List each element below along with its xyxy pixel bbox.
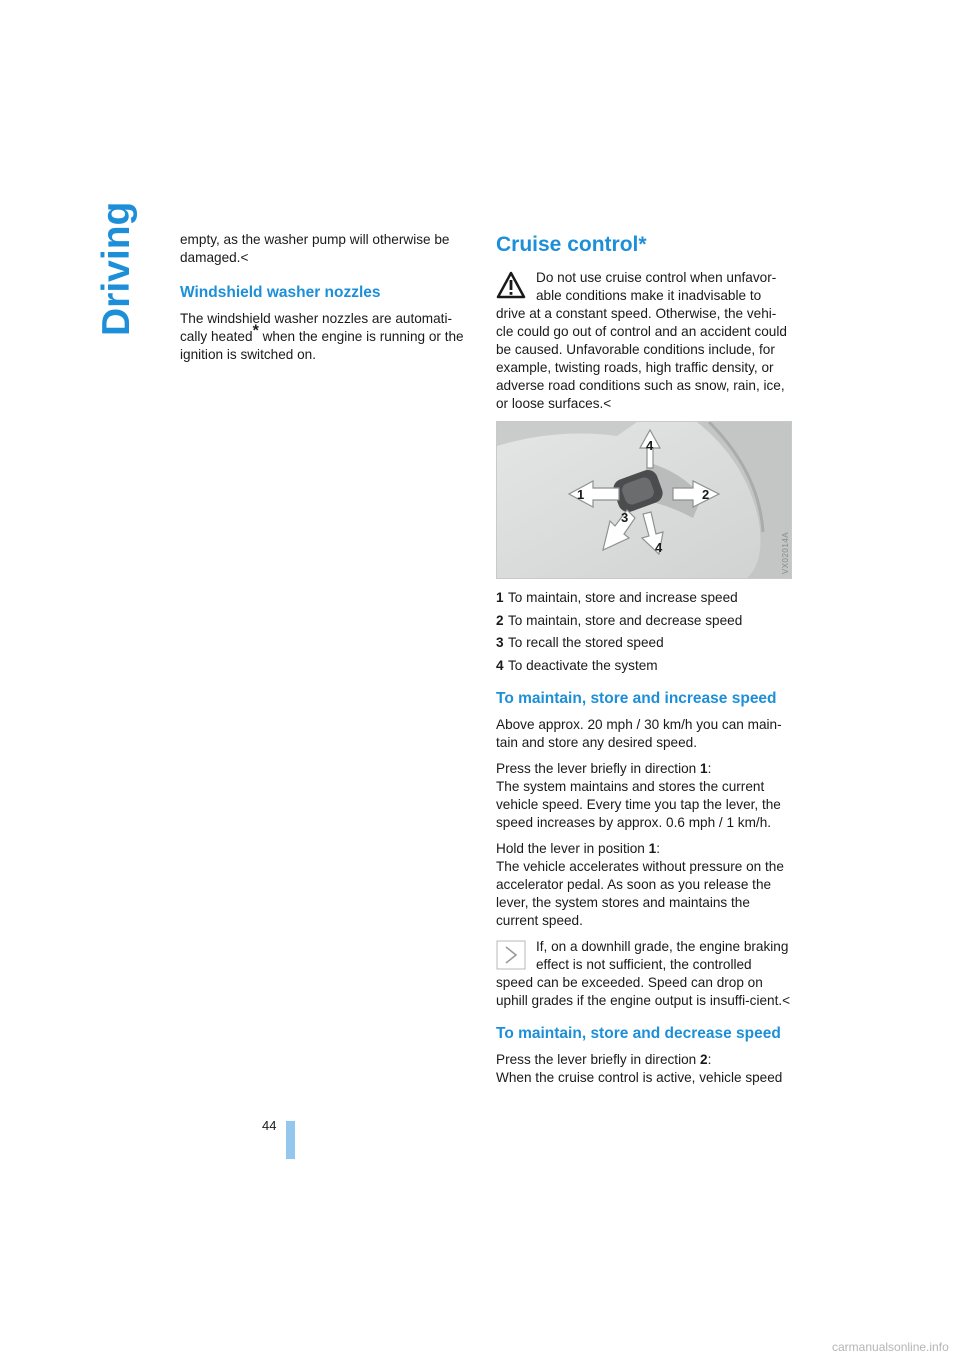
figure-label-4-down: 4 <box>655 540 663 555</box>
cruise-control-heading: Cruise control* <box>496 233 647 256</box>
legend-item <box>496 634 792 652</box>
increase-p3-lead: Hold the lever in position <box>496 840 649 856</box>
figure-label-2: 2 <box>702 487 710 502</box>
washer-text-part: when the engine is running or the ignition is switched on. <box>180 329 464 362</box>
legend-num: 4 <box>496 657 504 673</box>
washer-nozzles-heading: Windshield washer nozzles <box>180 284 381 301</box>
increase-p3-rest: The vehicle accelerates without pressure on the accelerator pedal. As soon as you release the lever, the system stores and maintains the current speed. <box>496 858 784 928</box>
figure-label-4-up: 4 <box>646 438 654 453</box>
increase-p2-rest: The system maintains and stores the current vehicle speed. Every time you tap the lever, the speed increases by approx. 0.6 mph / 1 km/h. <box>496 778 781 830</box>
note-play-icon <box>496 940 526 970</box>
figure-label-3: 3 <box>621 510 629 525</box>
legend-text: To deactivate the system <box>508 657 658 673</box>
legend-num: 3 <box>496 635 504 651</box>
decrease-p1-rest: When the cruise control is active, vehicle speed <box>496 1069 783 1085</box>
cruise-control-lever-figure <box>496 421 792 579</box>
increase-p2-lead: Press the lever briefly in direction <box>496 760 700 776</box>
increase-speed-heading: To maintain, store and increase speed <box>496 689 777 707</box>
figure-legend <box>496 589 792 675</box>
legend-text: To maintain, store and increase speed <box>508 590 738 605</box>
direction-2: 2 <box>700 1051 708 1067</box>
colon: : <box>707 1051 712 1067</box>
legend-item <box>496 657 792 675</box>
legend-num: 1 <box>496 590 504 605</box>
left-column <box>180 231 468 372</box>
legend-num: 2 <box>496 612 504 628</box>
option-asterisk: * <box>252 322 259 340</box>
decrease-p1 <box>496 1051 792 1087</box>
section-tab <box>97 202 136 336</box>
warning-triangle-icon <box>496 271 526 301</box>
warning-text: Do not use cruise control when unfavor-able conditions make it inadvisable to drive at a constant speed. Otherwise, the vehi-cle could go out of control and an accident could be caused. Unfavorable conditions include, for example, twisting roads, high traffic density, or adverse road conditions such as snow, rain, ice, or loose surfaces.< <box>496 270 787 411</box>
decrease-p1-lead: Press the lever briefly in direction <box>496 1051 700 1067</box>
page-number-bar <box>286 1121 295 1159</box>
watermark: carmanualsonline.info <box>832 1340 949 1354</box>
direction-1: 1 <box>700 760 708 776</box>
page-number: 44 <box>262 1118 277 1133</box>
washer-nozzles-text <box>180 310 468 364</box>
lever-illustration <box>497 422 791 578</box>
colon: : <box>656 840 660 856</box>
info-note-text: If, on a downhill grade, the engine braking effect is not sufficient, the controlled speed can be exceeded. Speed can drop on uphill grades if the engine output is insuffi-cient.< <box>496 938 791 1008</box>
section-tab-label: Driving <box>95 201 138 336</box>
colon: : <box>707 760 712 776</box>
increase-p2 <box>496 760 792 832</box>
figure-label-1: 1 <box>577 487 585 502</box>
right-column <box>496 231 792 1095</box>
legend-text: To maintain, store and decrease speed <box>508 612 743 628</box>
legend-text: To recall the stored speed <box>508 635 664 651</box>
legend-item <box>496 589 792 607</box>
position-1: 1 <box>648 840 657 856</box>
increase-p3 <box>496 840 792 930</box>
info-note <box>496 938 792 1010</box>
intro-text: empty, as the washer pump will otherwise be damaged.< <box>180 232 450 265</box>
warning-note <box>496 269 792 413</box>
figure-code: VX02014A <box>780 531 790 575</box>
increase-p1: Above approx. 20 mph / 30 km/h you can main-tain and store any desired speed. <box>496 716 782 750</box>
legend-item <box>496 612 792 630</box>
decrease-speed-heading: To maintain, store and decrease speed <box>496 1024 781 1042</box>
washer-text-part: The windshield washer nozzles are automati-cally heated <box>180 311 453 344</box>
